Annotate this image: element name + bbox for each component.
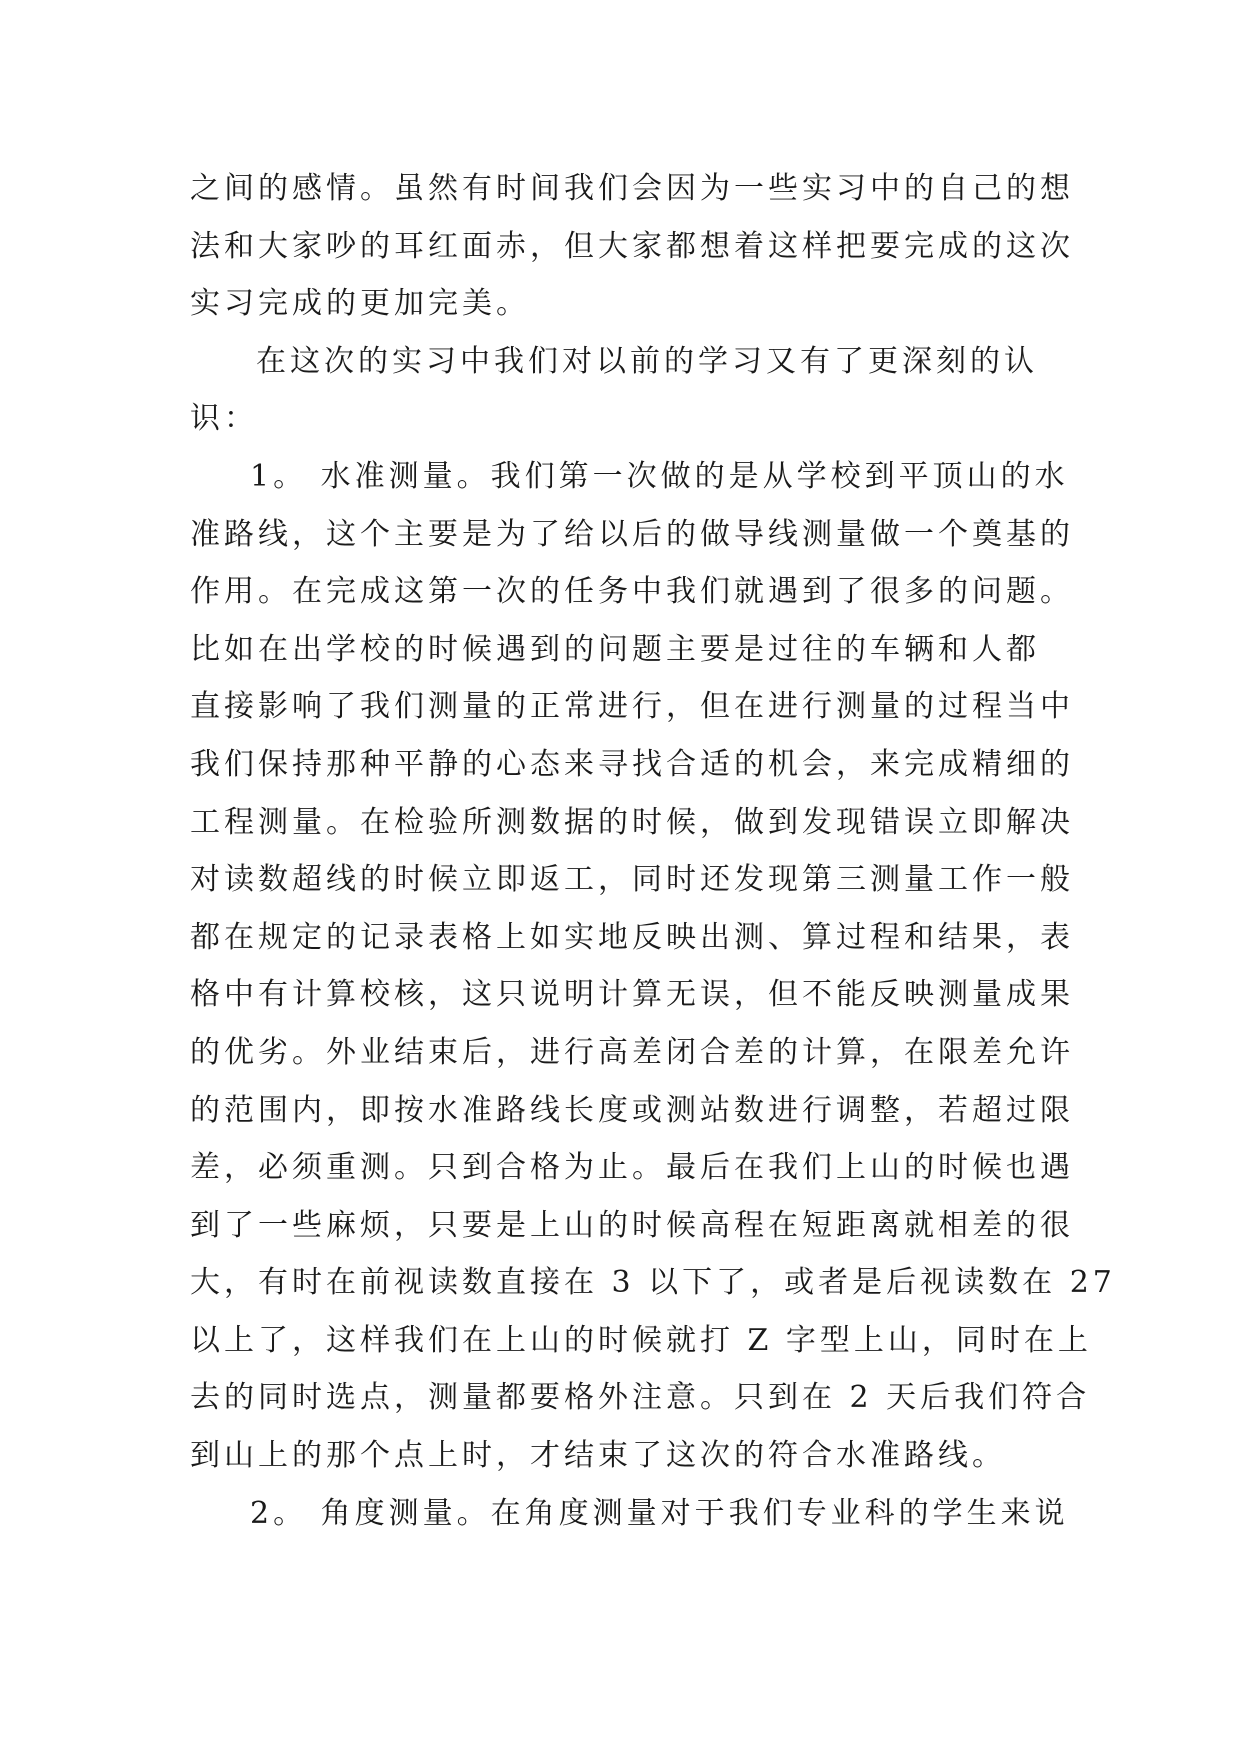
text-line: 实习完成的更加完美。	[190, 286, 530, 322]
text-line: 我们保持那种平静的心态来寻找合适的机会，来完成精细的	[190, 746, 1074, 782]
text-line: 识：	[190, 401, 258, 437]
text-line: 都在规定的记录表格上如实地反映出测、算过程和结果，表	[190, 919, 1074, 955]
paragraph-start-line: 在这次的实习中我们对以前的学习又有了更深刻的认	[256, 343, 1038, 379]
text-line: 直接影响了我们测量的正常进行，但在进行测量的过程当中	[190, 689, 1074, 725]
text-line: 作用。在完成这第一次的任务中我们就遇到了很多的问题。	[190, 574, 1074, 610]
text-line: 大，有时在前视读数直接在 3 以下了，或者是后视读数在 27	[190, 1265, 1116, 1301]
body-text	[190, 160, 1116, 1542]
text-line: 到山上的那个点上时，才结束了这次的符合水准路线。	[190, 1438, 1006, 1474]
text-line: 的范围内，即按水准路线长度或测站数进行调整，若超过限	[190, 1092, 1074, 1128]
list-item-2-start-line: 2。 角度测量。在角度测量对于我们专业科的学生来说	[250, 1495, 1069, 1531]
text-line: 工程测量。在检验所测数据的时候，做到发现错误立即解决	[190, 804, 1074, 840]
text-line: 比如在出学校的时候遇到的问题主要是过往的车辆和人都	[190, 631, 1040, 667]
text-line: 对读数超线的时候立即返工，同时还发现第三测量工作一般	[190, 862, 1074, 898]
text-line: 法和大家吵的耳红面赤，但大家都想着这样把要完成的这次	[190, 228, 1074, 264]
text-line: 格中有计算校核，这只说明计算无误，但不能反映测量成果	[190, 977, 1074, 1013]
text-line: 的优劣。外业结束后，进行高差闭合差的计算，在限差允许	[190, 1034, 1074, 1070]
text-line: 去的同时选点，测量都要格外注意。只到在 2 天后我们符合	[190, 1380, 1091, 1416]
text-line: 以上了，这样我们在上山的时候就打 Z 字型上山，同时在上	[190, 1322, 1092, 1358]
text-line: 到了一些麻烦，只要是上山的时候高程在短距离就相差的很	[190, 1207, 1074, 1243]
text-line: 之间的感情。虽然有时间我们会因为一些实习中的自己的想	[190, 171, 1074, 206]
list-item-1-start-line: 1。 水准测量。我们第一次做的是从学校到平顶山的水	[250, 458, 1069, 494]
text-line: 准路线，这个主要是为了给以后的做导线测量做一个奠基的	[190, 516, 1074, 552]
text-line: 差，必须重测。只到合格为止。最后在我们上山的时候也遇	[190, 1150, 1074, 1186]
